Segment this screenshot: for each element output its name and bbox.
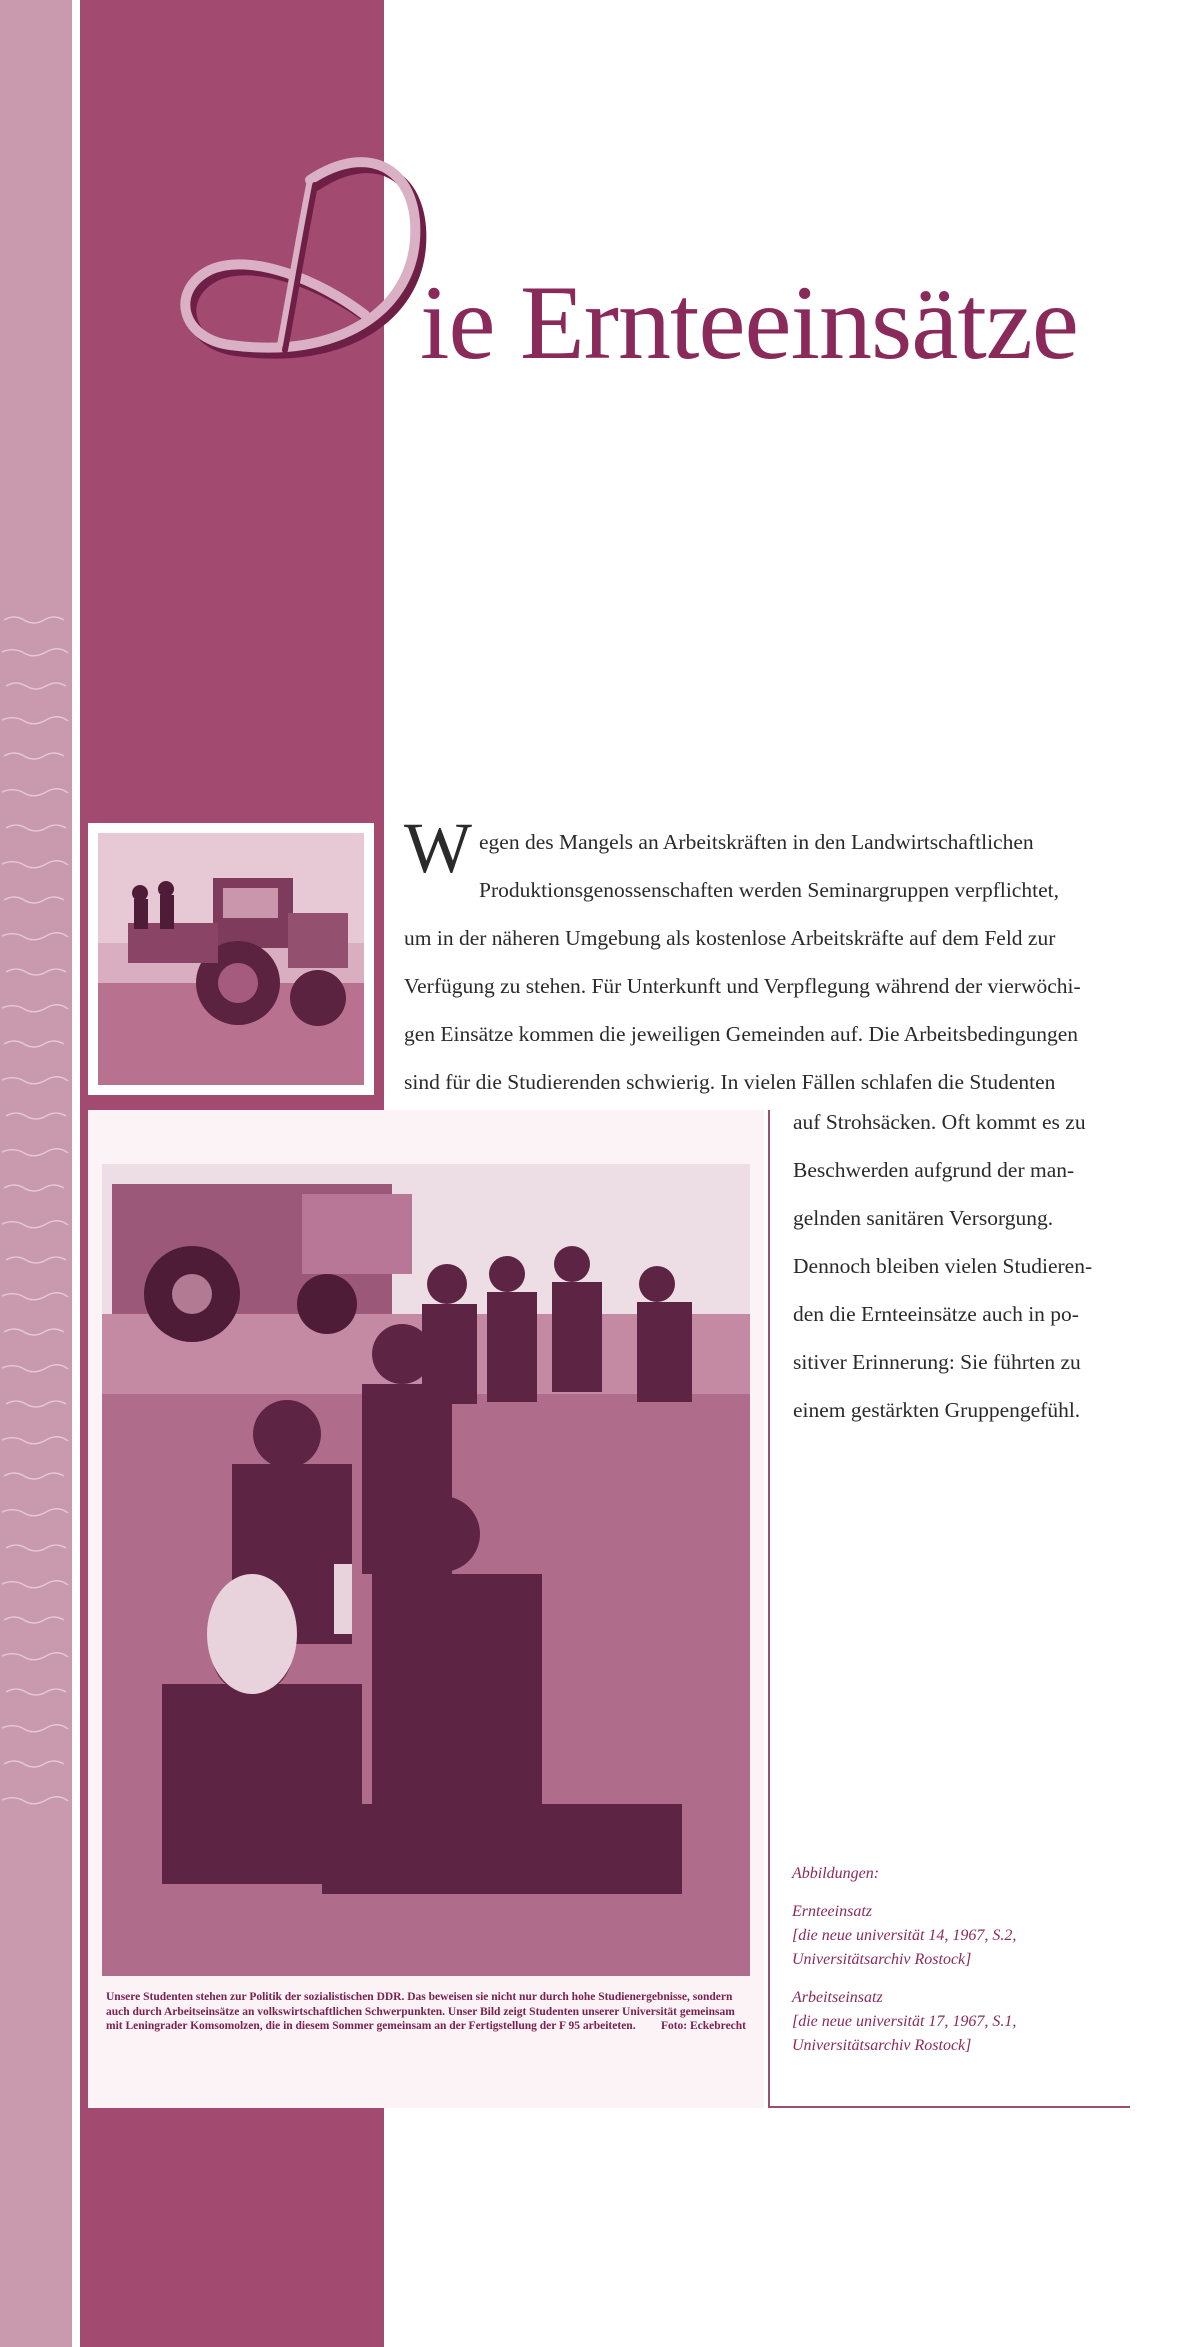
credits-heading: Abbildungen: bbox=[792, 1865, 880, 1882]
continuation-line: Dennoch bleiben vielen Studieren- bbox=[793, 1254, 1093, 1278]
credit-source: [die neue universität 17, 1967, S.1, bbox=[792, 2013, 1017, 2030]
continuation-line: Beschwerden aufgrund der man- bbox=[793, 1158, 1075, 1182]
continuation-line: den die Ernteeinsätze auch in po- bbox=[793, 1302, 1079, 1326]
credit-source: [die neue universität 14, 1967, S.2, bbox=[792, 1927, 1017, 1944]
newspaper-clipping bbox=[88, 1110, 764, 2108]
drop-cap: W bbox=[404, 808, 472, 888]
credit-archive: Universitätsarchiv Rostock] bbox=[792, 1951, 972, 1968]
continuation-paragraph bbox=[793, 1098, 1153, 1434]
caption-text: Unsere Studenten stehen zur Politik der sozialistischen DDR. Das beweisen sie nicht nur durch hohe Studienergebnisse, sondern auch durch Arbeitseinsätze an volkswirtschaftlichen Schwerpunkten. Unser Bild zeigt Studenten unserer Universität gemeinsam mit Leningrader Komsomolzen, die in diesem Sommer gemeinsam an der Fertigstellung der F 95 arbeiteten. bbox=[106, 1991, 735, 2033]
handwriting-texture bbox=[0, 600, 72, 1900]
credits-divider-horizontal bbox=[768, 2106, 1130, 2108]
intro-line: Verfügung zu stehen. Für Unterkunft und Verpflegung während der vierwöchi- bbox=[404, 974, 1081, 998]
credit-item bbox=[792, 1900, 1132, 1972]
page-title bbox=[170, 140, 1130, 390]
newspaper-caption bbox=[106, 1990, 746, 2034]
left-pink-strip bbox=[0, 0, 72, 2347]
tractor-photo bbox=[88, 823, 374, 1095]
photo-credit: Foto: Eckebrecht bbox=[660, 2020, 746, 2033]
intro-line: gen Einsätze kommen die jeweiligen Gemeinden auf. Die Arbeitsbedingungen bbox=[404, 1022, 1079, 1046]
intro-line: Produktionsgenossenschaften werden Seminargruppen verpflichtet, bbox=[479, 878, 1059, 902]
title-text: ie Ernteeinsätze bbox=[420, 264, 1078, 381]
intro-line: um in der näheren Umgebung als kostenlose Arbeitskräfte auf dem Feld zur bbox=[404, 926, 1056, 950]
continuation-line: auf Strohsäcken. Oft kommt es zu bbox=[793, 1110, 1086, 1134]
students-harvest-image bbox=[102, 1164, 750, 1976]
decorative-initial-d bbox=[170, 140, 460, 390]
credit-item bbox=[792, 1986, 1132, 2058]
continuation-line: sitiver Erinnerung: Sie führten zu bbox=[793, 1350, 1081, 1374]
tractor-image bbox=[98, 833, 364, 1085]
credits-divider-vertical bbox=[768, 1110, 770, 2108]
continuation-line: einem gestärkten Gruppengefühl. bbox=[793, 1398, 1081, 1422]
intro-line: egen des Mangels an Arbeitskräften in den Landwirtschaftlichen bbox=[479, 830, 1034, 854]
continuation-line: gelnden sanitären Versorgung. bbox=[793, 1206, 1054, 1230]
credit-archive: Universitätsarchiv Rostock] bbox=[792, 2037, 972, 2054]
image-credits bbox=[792, 1862, 1132, 2072]
credit-title: Arbeitseinsatz bbox=[792, 1989, 883, 2006]
credit-title: Ernteeinsatz bbox=[792, 1903, 872, 1920]
intro-paragraph bbox=[404, 818, 1134, 1106]
intro-line: sind für die Studierenden schwierig. In vielen Fällen schlafen die Studenten bbox=[404, 1070, 1056, 1094]
